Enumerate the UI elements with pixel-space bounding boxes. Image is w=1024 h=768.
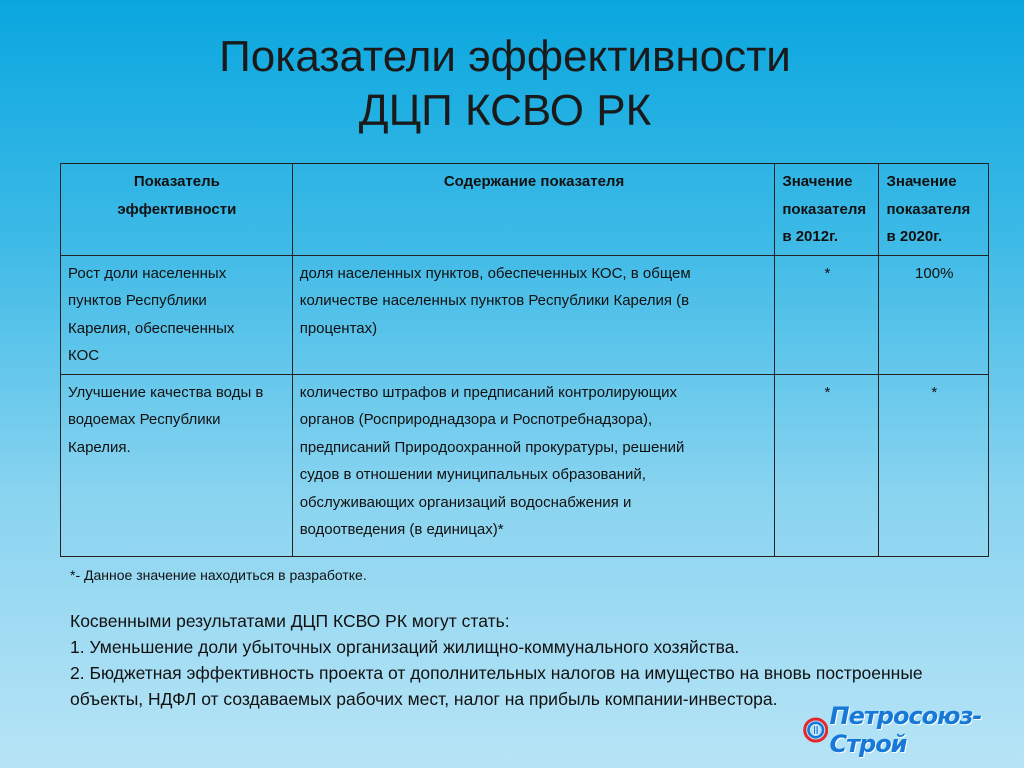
results-intro: Косвенными результатами ДЦП КСВО РК могут стать: (70, 611, 510, 631)
title-line-1: Показатели эффективности (219, 32, 791, 81)
logo-mark-icon (803, 715, 828, 745)
logo-text: Петросоюз-Строй (829, 702, 982, 758)
table-row (61, 255, 989, 374)
indicators-table (60, 163, 989, 557)
row1-indicator: Рост доли населенных пунктов Республики Карелия, обеспеченных КОС (61, 255, 293, 374)
row2-indicator: Улучшение качества воды в водоемах Республики Карелия. (61, 374, 293, 556)
header-content: Содержание показателя (292, 164, 775, 256)
header-value-2012: Значение показателя в 2012г. (775, 164, 879, 256)
table-header-row (61, 164, 989, 256)
row2-value-2020: * (879, 374, 989, 556)
results-item-1: 1. Уменьшение доли убыточных организаций жилищно-коммунального хозяйства. (70, 637, 740, 657)
results-item-2-line-2: объекты, НДФЛ от создаваемых рабочих мест, налог на прибыль компании-инвестора. (70, 689, 778, 709)
row2-value-2012: * (775, 374, 879, 556)
footnote: *- Данное значение находиться в разработке. (70, 567, 367, 583)
results-item-2-line-1: 2. Бюджетная эффективность проекта от дополнительных налогов на имущество на вновь построенные (70, 663, 923, 683)
row1-value-2020: 100% (879, 255, 989, 374)
company-logo (803, 702, 1024, 758)
row1-value-2012: * (775, 255, 879, 374)
row1-content: доля населенных пунктов, обеспеченных КОС, в общем количестве населенных пунктов Республики Карелия (в процентах) (292, 255, 775, 374)
header-indicator: Показатель эффективности (61, 164, 293, 256)
indirect-results (70, 608, 1000, 712)
header-value-2020: Значение показателя в 2020г. (879, 164, 989, 256)
table-row (61, 374, 989, 556)
title-line-2: ДЦП КСВО РК (358, 86, 652, 135)
slide-title (0, 30, 1010, 138)
row2-content: количество штрафов и предписаний контролирующих органов (Росприроднадзора и Роспотребнадзора), предписаний Природоохранной прокуратуры, решений судов в отношении муниципальных образований, обслуживающих организаций водоснабжения и водоотведения (в единицах)* (292, 374, 775, 556)
